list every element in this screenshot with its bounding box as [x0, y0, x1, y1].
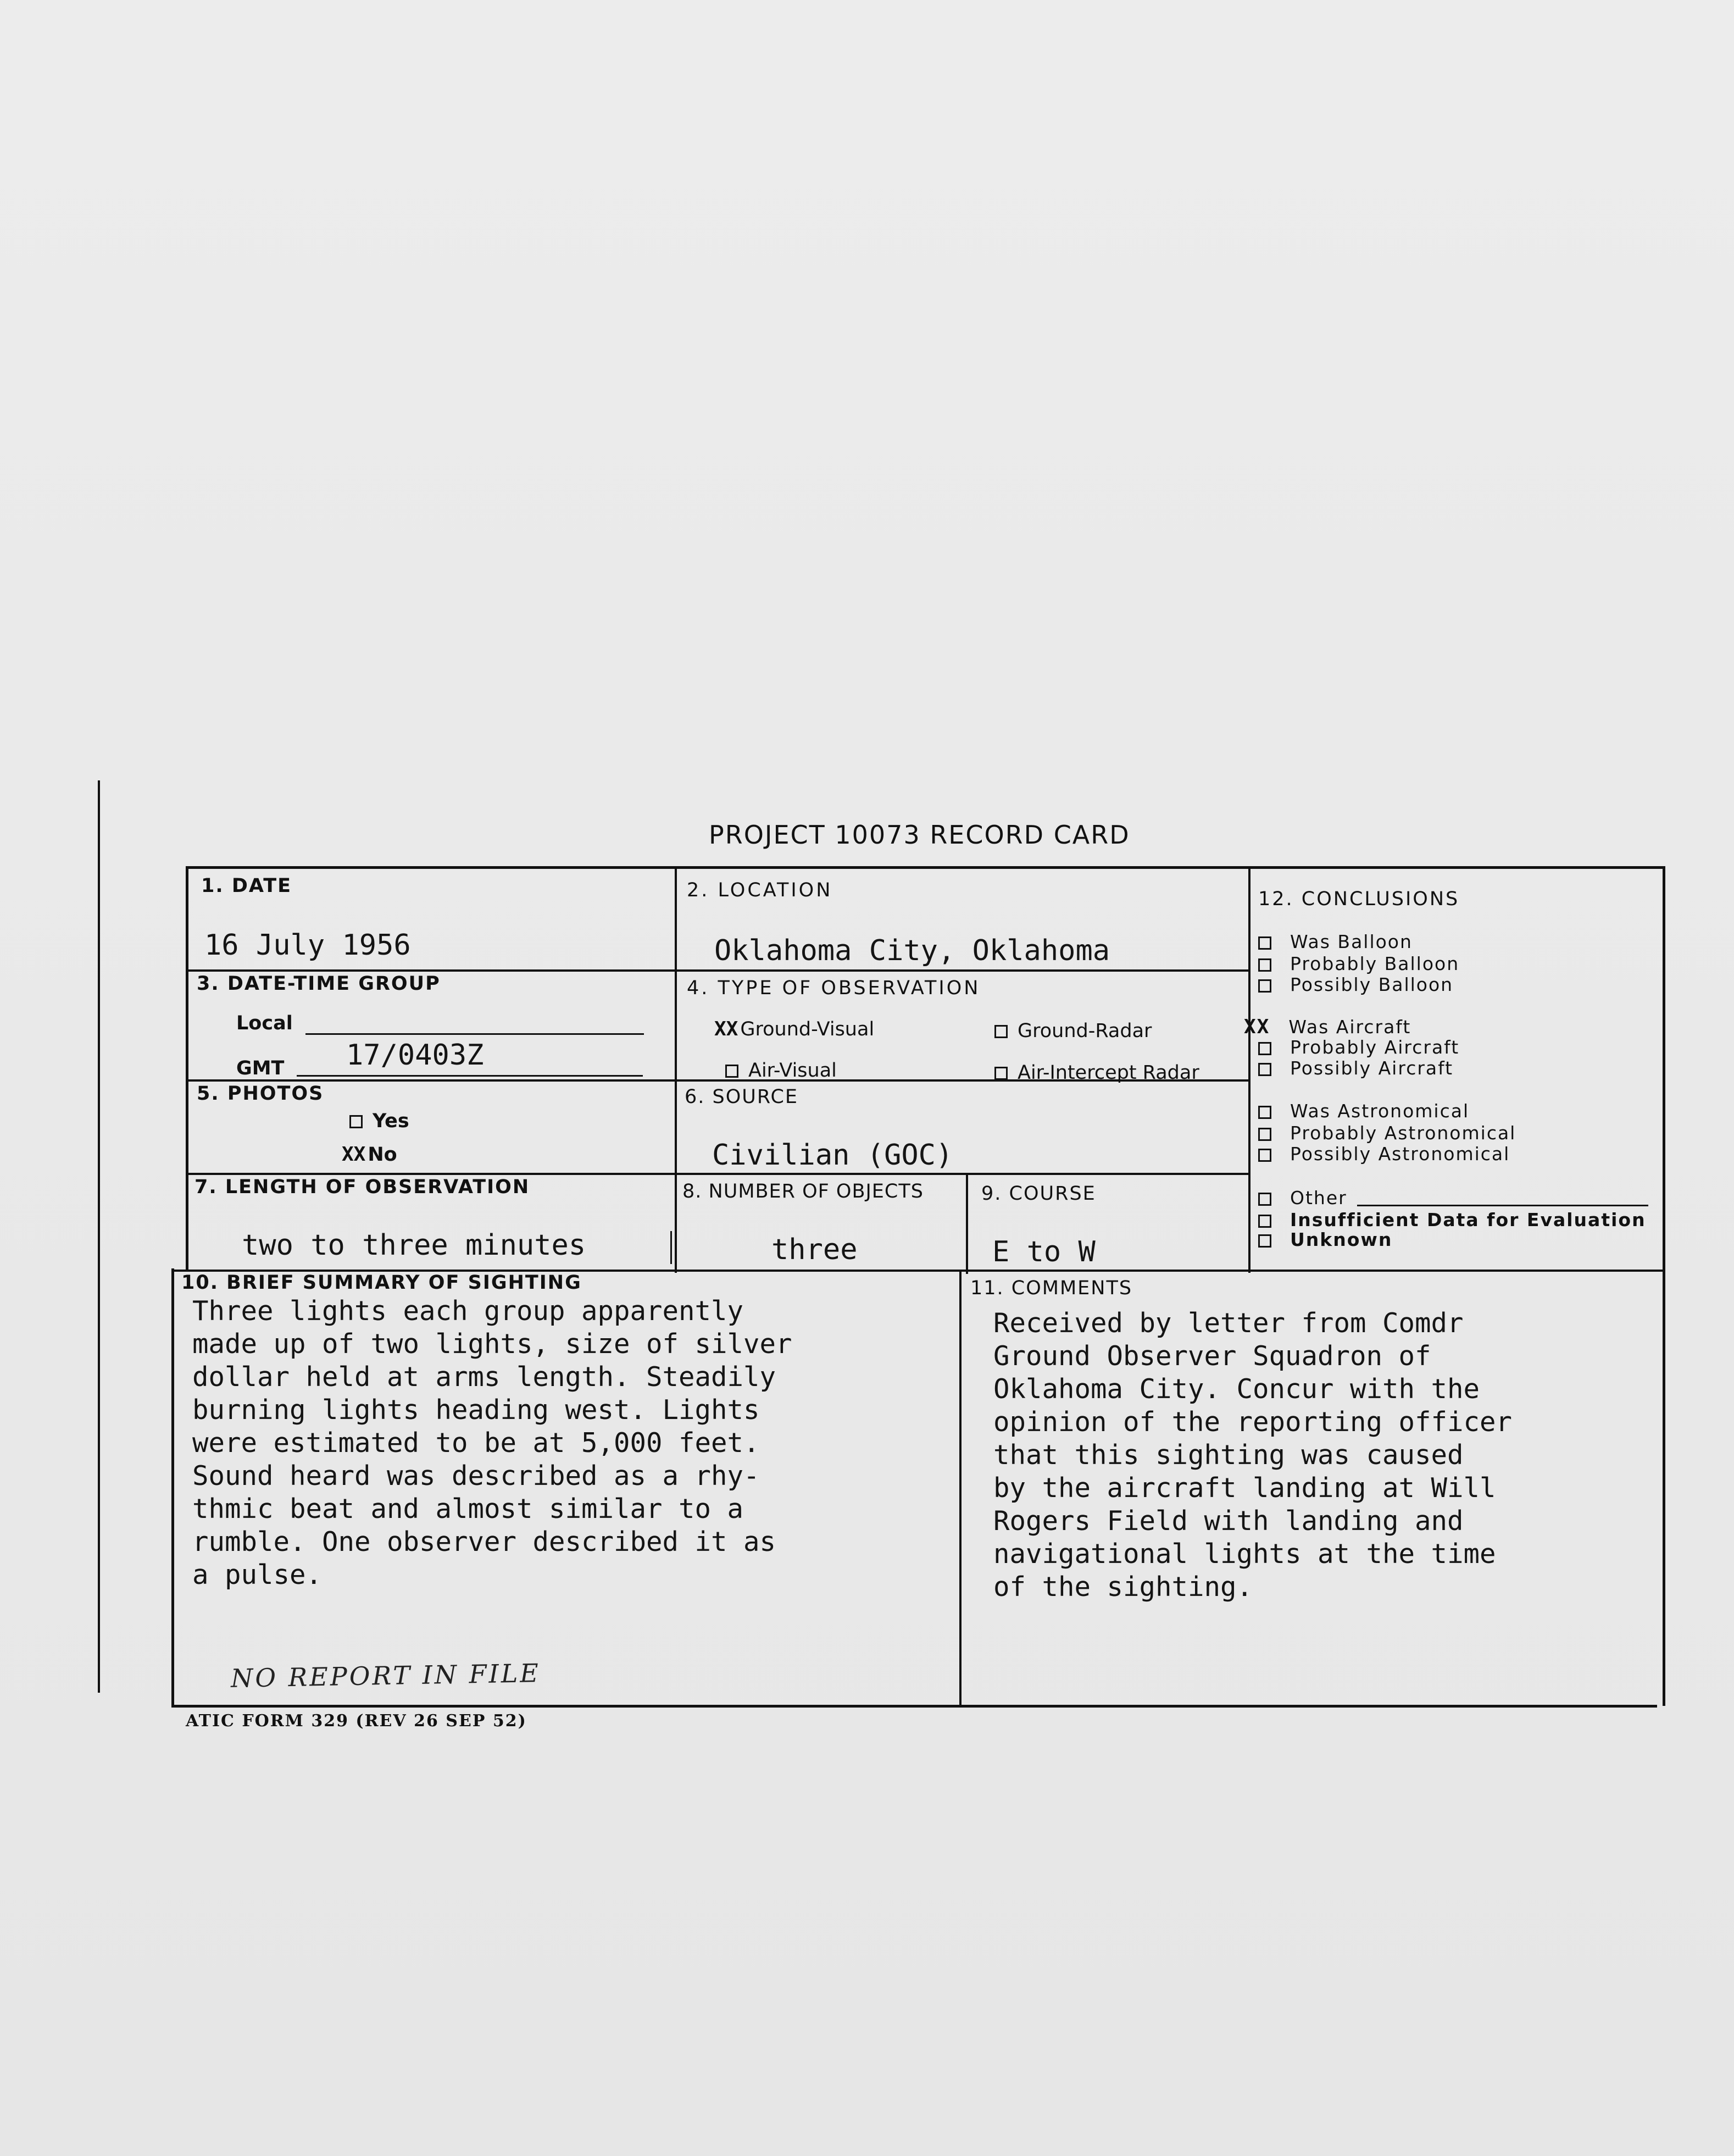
source-label: 6. SOURCE: [685, 1086, 799, 1108]
local-label: Local: [236, 1012, 293, 1034]
card-title: PROJECT 10073 RECORD CARD: [709, 820, 1130, 850]
air-visual-option: Air-Visual: [725, 1060, 837, 1082]
length-label: 7. LENGTH OF OBSERVATION: [194, 1176, 530, 1198]
checkbox-icon: [1258, 979, 1271, 993]
checkbox-icon: [1258, 1193, 1271, 1206]
air-intercept-option: Air-Intercept Radar: [994, 1062, 1199, 1084]
conclusion-was-balloon: Was Balloon: [1258, 931, 1413, 952]
number-of-objects-value: three: [771, 1233, 858, 1266]
summary-line: burning lights heading west. Lights: [192, 1394, 760, 1426]
scan-margin-line: [98, 780, 100, 1693]
checkbox-icon: [1258, 1215, 1271, 1228]
comments-line: of the sighting.: [993, 1571, 1253, 1603]
check-mark: XX: [342, 1143, 366, 1166]
checkbox-icon: [349, 1115, 363, 1128]
date-time-group-label: 3. DATE-TIME GROUP: [197, 973, 441, 995]
checkbox-icon: [1258, 1042, 1271, 1055]
date-value: 16 July 1956: [204, 929, 411, 962]
date-label: 1. DATE: [201, 875, 292, 897]
comments-line: opinion of the reporting officer: [993, 1406, 1513, 1438]
location-value: Oklahoma City, Oklahoma: [714, 934, 1110, 967]
length-value: two to three minutes: [242, 1229, 586, 1262]
summary-line: were estimated to be at 5,000 feet.: [192, 1427, 760, 1459]
gmt-label: GMT: [236, 1057, 285, 1079]
form-id: ATIC FORM 329 (REV 26 SEP 52): [186, 1711, 527, 1731]
summary-line: rumble. One observer described it as: [192, 1526, 776, 1558]
check-mark: XX: [1244, 1016, 1270, 1038]
checkbox-icon: [994, 1067, 1008, 1080]
conclusion-was-aircraft: XX Was Aircraft: [1244, 1016, 1411, 1038]
checkbox-icon: [1258, 958, 1271, 972]
gmt-value: 17/0403Z: [346, 1039, 484, 1072]
conclusions-label: 12. CONCLUSIONS: [1258, 888, 1460, 910]
location-label: 2. LOCATION: [687, 879, 833, 901]
comments-line: Received by letter from Comdr: [993, 1307, 1464, 1339]
length-divider: [670, 1231, 672, 1264]
ground-radar-option: Ground-Radar: [994, 1020, 1152, 1042]
comments-line: Rogers Field with landing and: [993, 1505, 1464, 1537]
summary-line: thmic beat and almost similar to a: [192, 1493, 744, 1525]
photos-yes-option: Yes: [349, 1110, 409, 1132]
comments-line: Ground Observer Squadron of: [993, 1340, 1431, 1372]
conclusion-other: Other: [1258, 1187, 1347, 1209]
checkbox-icon: [1258, 1234, 1271, 1248]
conclusion-probably-aircraft: Probably Aircraft: [1258, 1037, 1459, 1058]
summary-line: a pulse.: [192, 1559, 323, 1590]
photos-no-option: XX No: [342, 1143, 397, 1166]
comments-line: navigational lights at the time: [993, 1538, 1496, 1570]
comments-line: Oklahoma City. Concur with the: [993, 1373, 1480, 1405]
handwritten-note: NO REPORT IN FILE: [230, 1658, 541, 1693]
summary-text: [192, 1295, 792, 1592]
comments-line: by the aircraft landing at Will: [993, 1472, 1496, 1504]
course-label: 9. COURSE: [981, 1183, 1096, 1205]
course-value: E to W: [992, 1235, 1096, 1268]
summary-line: dollar held at arms length. Steadily: [192, 1361, 776, 1393]
checkbox-icon: [1258, 1106, 1271, 1119]
local-underline: [305, 1033, 644, 1035]
summary-label: 10. BRIEF SUMMARY OF SIGHTING: [181, 1272, 582, 1294]
checkbox-icon: [1258, 936, 1271, 950]
conclusion-insufficient: Insufficient Data for Evaluation: [1258, 1209, 1646, 1231]
conclusion-probably-balloon: Probably Balloon: [1258, 953, 1459, 974]
comments-line: that this sighting was caused: [993, 1439, 1464, 1471]
checkbox-icon: [725, 1065, 738, 1078]
check-mark: XX: [714, 1018, 738, 1040]
conclusion-possibly-aircraft: Possibly Aircraft: [1258, 1057, 1453, 1079]
summary-line: Three lights each group apparently: [192, 1295, 744, 1327]
checkbox-icon: [1258, 1149, 1271, 1162]
summary-line: made up of two lights, size of silver: [192, 1328, 792, 1360]
checkbox-icon: [1258, 1128, 1271, 1141]
comments-text: [993, 1307, 1512, 1604]
comments-label: 11. COMMENTS: [970, 1277, 1133, 1299]
conclusion-probably-astronomical: Probably Astronomical: [1258, 1122, 1516, 1144]
source-value: Civilian (GOC): [712, 1139, 953, 1172]
type-of-observation-label: 4. TYPE OF OBSERVATION: [687, 977, 981, 999]
conclusion-possibly-astronomical: Possibly Astronomical: [1258, 1143, 1510, 1165]
conclusion-possibly-balloon: Possibly Balloon: [1258, 974, 1453, 995]
conclusion-was-astronomical: Was Astronomical: [1258, 1100, 1469, 1122]
conclusion-unknown: Unknown: [1258, 1229, 1392, 1250]
checkbox-icon: [1258, 1063, 1271, 1076]
summary-line: Sound heard was described as a rhy-: [192, 1460, 760, 1492]
other-underline: [1357, 1205, 1648, 1206]
photos-label: 5. PHOTOS: [197, 1083, 324, 1105]
gmt-underline: [297, 1075, 643, 1077]
checkbox-icon: [994, 1025, 1008, 1038]
number-of-objects-label: 8. NUMBER OF OBJECTS: [682, 1180, 924, 1202]
ground-visual-option: XX Ground-Visual: [714, 1018, 875, 1040]
